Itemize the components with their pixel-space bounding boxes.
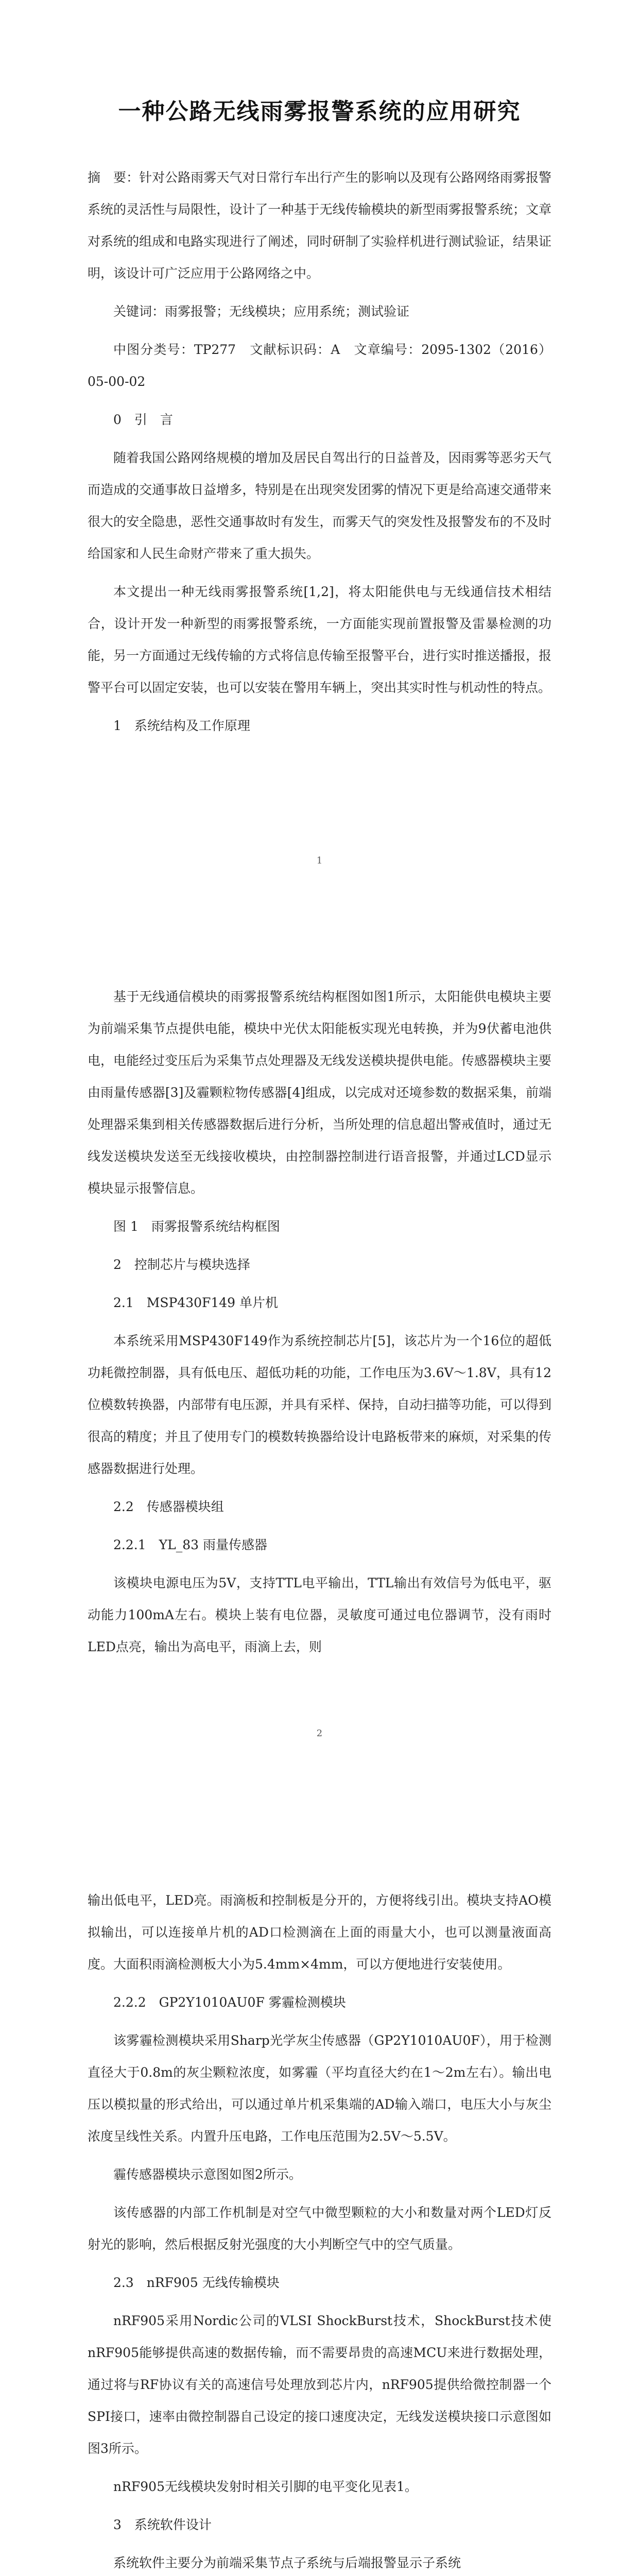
page-number: 2	[316, 1728, 323, 1739]
nrf905-paragraph: nRF905采用Nordic公司的VLSI ShockBurst技术，ShockBurst技术使nRF905能够提供高速的数据传输，而不需要昂贵的高速MCU来进行数据处理，通过将与RF协议有关的高速信号处理放到芯片内，nRF905提供给微控制器一个SPI接口，速率由微控制器自己设定的接口速度决定，无线发送模块接口示意图如图3所示。	[88, 2313, 551, 2456]
abstract: 摘 要：针对公路雨雾天气对日常行车出行产生的影响以及现有公路网络雨雾报警系统的灵活性与局限性，设计了一种基于无线传输模块的新型雨雾报警系统；文章对系统的组成和电路实现进行了阐述，同时研制了实验样机进行测试验证，结果证明，该设计可广泛应用于公路网络之中。	[88, 170, 551, 281]
haze-mechanism-paragraph: 该传感器的内部工作机制是对空气中微型颗粒的大小和数量对两个LED灯反射光的影响，然后根据反射光强度的大小判断空气中的空气质量。	[88, 2205, 551, 2252]
msp430-paragraph: 本系统采用MSP430F149作为系统控制芯片[5]，该芯片为一个16位的超低功耗微控制器，具有低电压、超低功耗的功能，工作电压为3.6V～1.8V，具有12位模数转换器，内部带有电压源，并具有采样、保持，自动扫描等功能，可以得到很高的精度；并且了使用专门的模数转换器给设计电路板带来的麻烦，对采集的传感器数据进行处理。	[88, 1333, 551, 1476]
page-1	[0, 0, 639, 904]
page-number: 1	[316, 855, 323, 866]
section-heading-nrf905: 2.3 nRF905 无线传输模块	[113, 2275, 280, 2290]
rain-sensor-continued: 输出低电平，LED亮。雨滴板和控制板是分开的，方便将线引出。模块支持AO模拟输出，可以连接单片机的AD口检测滴在上面的雨量大小，也可以测量液面高度。大面积雨滴检测板大小为5.4mm×4mm，可以方便地进行安装使用。	[88, 1893, 551, 1972]
page-2	[0, 904, 639, 1807]
software-paragraph: 系统软件主要分为前端采集节点子系统与后端报警显示子系统	[113, 2555, 461, 2570]
paper-title: 一种公路无线雨雾报警系统的应用研究	[118, 98, 521, 125]
figure-1-caption: 图 1 雨雾报警系统结构框图	[113, 1219, 280, 1234]
classification-info: 中图分类号：TP277 文献标识码：A 文章编号：2095-1302（2016）05-00-02	[88, 342, 551, 389]
section-heading-software: 3 系统软件设计	[113, 2517, 212, 2532]
section-heading-msp430: 2.1 MSP430F149 单片机	[113, 1295, 279, 1310]
nrf905-table-reference: nRF905无线模块发射时相关引脚的电平变化见表1。	[113, 2479, 418, 2494]
section-heading-chips: 2 控制芯片与模块选择	[113, 1257, 250, 1272]
section-heading-structure: 1 系统结构及工作原理	[113, 718, 250, 733]
structure-paragraph: 基于无线通信模块的雨雾报警系统结构框图如图1所示，太阳能供电模块主要为前端采集节点提供电能，模块中光伏太阳能板实现光电转换，并为9伏蓄电池供电，电能经过变压后为采集节点处理器及无线发送模块提供电能。传感器模块主要由雨量传感器[3]及霾颗粒物传感器[4]组成，以完成对还境参数的数据采集，前端处理器采集到相关传感器数据后进行分析，当所处理的信息超出警戒值时，通过无线发送模块发送至无线接收模块，由控制器控制进行语音报警，并通过LCD显示模块显示报警信息。	[88, 989, 551, 1196]
section-heading-intro: 0 引 言	[113, 412, 173, 427]
rain-sensor-paragraph: 该模块电源电压为5V，支持TTL电平输出，TTL输出有效信号为低电平，驱动能力100mA左右。模块上装有电位器，灵敏度可通过电位器调节，没有雨时LED点亮，输出为高电平，雨滴上去，则	[88, 1575, 551, 1654]
haze-sensor-paragraph: 该雾霾检测模块采用Sharp光学灰尘传感器（GP2Y1010AU0F），用于检测直径大于0.8m的灰尘颗粒浓度，如雾霾（平均直径大约在1～2m左右）。输出电压以模拟量的形式给出，可以通过单片机采集端的AD输入端口，电压大小与灰尘浓度呈线性关系。内置升压电路，工作电压范围为2.5V～5.5V。	[88, 2033, 551, 2144]
keywords: 关键词：雨雾报警；无线模块；应用系统；测试验证	[113, 304, 410, 319]
section-heading-rain-sensor: 2.2.1 YL_83 雨量传感器	[113, 1537, 267, 1552]
page-3	[0, 1807, 639, 2576]
section-heading-sensors: 2.2 传感器模块组	[113, 1499, 224, 1514]
haze-figure-reference: 霾传感器模块示意图如图2所示。	[113, 2167, 302, 2182]
intro-paragraph-2: 本文提出一种无线雨雾报警系统[1,2]，将太阳能供电与无线通信技术相结合，设计开发一种新型的雨雾报警系统，一方面能实现前置报警及雷暴检测的功能，另一方面通过无线传输的方式将信息传输至报警平台，进行实时推送播报，报警平台可以固定安装，也可以安装在警用车辆上，突出其实时性与机动性的特点。	[88, 584, 551, 695]
intro-paragraph-1: 随着我国公路网络规模的增加及居民自驾出行的日益普及，因雨雾等恶劣天气而造成的交通事故日益增多，特别是在出现突发团雾的情况下更是给高速交通带来很大的安全隐患，恶性交通事故时有发生，而雾天气的突发性及报警发布的不及时给国家和人民生命财产带来了重大损失。	[88, 450, 551, 561]
section-heading-haze-sensor: 2.2.2 GP2Y1010AU0F 雾霾检测模块	[113, 1995, 346, 2010]
